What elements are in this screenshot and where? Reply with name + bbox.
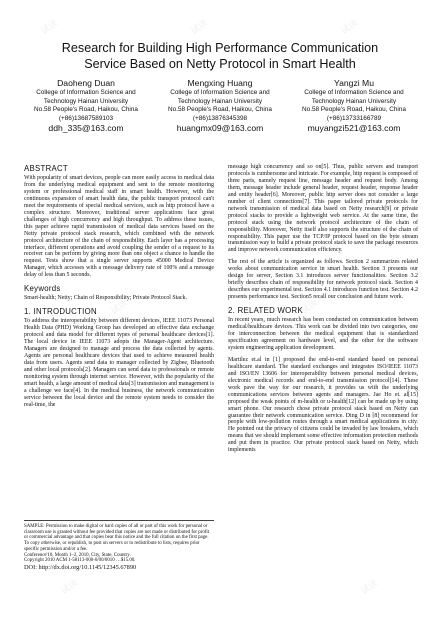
author-address: No.58 People's Road, Haikou, China — [168, 106, 272, 114]
introduction-text: To address the interoperability between different devices, IEEE 11073 Personal Health Data (PHD) Working Group has developed an effective data exchange protocol and data model for different types of personal healthcare devices[1]. The local device in IEEE 11073 adopts the Manager-Agent architecture. Managers are designed to manage and process the data collected by agents. Agents are personal healthcare devices that used to achieve measured health data from users. Agents send data to manager collected by Zigbee, Bluetooth and other local protocols[2]. Managers can send data to professionals or remote monitoring system through internet service. However, with the popularity of the smart health, a large amount of medical data[3] transmission and management is a challenge we face[4]. In the medical business, the network communication service between the local device and the remote system needs to consider the real-time, the — [24, 318, 214, 408]
paper-title — [30, 41, 410, 72]
author-3 — [292, 78, 416, 134]
right-column — [228, 164, 418, 459]
watermark: 试读 — [39, 18, 61, 37]
copyright-line: Copyright 2010 ACM 1-58113-000-0/00/0010 …$15.00. — [24, 558, 136, 564]
author-email: huangmx09@163.com — [176, 123, 264, 134]
watermark: 试读 — [59, 578, 81, 597]
author-name: Daoheng Duan — [57, 78, 115, 88]
title-line-2: Service Based on Netty Protocol in Smart Health — [84, 56, 356, 71]
author-2 — [158, 78, 282, 134]
author-address: No.58 People's Road, Haikou, China — [302, 106, 406, 114]
author-affiliation: College of Information Science and — [36, 89, 136, 96]
abstract-heading: ABSTRACT — [24, 164, 68, 173]
watermark: 试读 — [359, 578, 381, 597]
left-column — [24, 164, 214, 414]
author-email: ddh_335@163.com — [48, 123, 124, 134]
keywords-heading: Keywords — [24, 284, 61, 294]
watermark: 试读 — [189, 18, 211, 37]
author-1 — [24, 78, 148, 134]
abstract-text: With popularity of smart devices, people can more easily access to medical data from the underlying medical equipment and sent to the remote monitoring system or professional medical staff in smart health. However, with the continuous expansion of smart health data, the public transport protocol can't meet the requirements of special medical services, such as http protocol have a complex structure. Moreover, traditional server applications face great challenges of high concurrency and high throughput. To address these issues, this paper achieve rapid transmission of medical data services based on the Netty private protocol stack research, which combined with the network protocol architecture of the chain of responsibility. Each layer has a processing interface, different operations and avoid coupling the sender of a request to its receiver can be perform by giving more than one object a chance to handle the request. Tests show that a single server supports 45000 Medical Device Manager, which accesses with a message delivery rate of 100% and a message delay of less than 5 seconds. — [24, 175, 214, 279]
author-name: Mengxing Huang — [187, 78, 253, 88]
author-address: No.58 People's Road, Haikou, China — [34, 106, 138, 114]
introduction-heading: 1. INTRODUCTION — [24, 307, 97, 317]
watermark: 试读 — [339, 18, 361, 37]
title-line-1: Research for Building High Performance Communication — [61, 41, 379, 55]
permission-footnote — [24, 520, 214, 572]
organization-text: The rest of the article is organized as follows. Section 2 summarizes related works about communication service in smart health. Section 3 presents our design for server, Section 3.1 introduces server functionalities. Section 3.2 briefly describes chain of responsibility for network protocol stack. Section 4 describes our experimental test. Section 4.1 introduces function test. Section 4.2 presents performance test. Section5 recall our conclusion and future work. — [228, 259, 418, 301]
conference-line: Conference'10, Month 1–2, 2010, City, State, Country. — [24, 552, 131, 558]
author-affiliation: Technology Hainan University — [177, 97, 263, 105]
author-name: Yangzi Mu — [334, 78, 374, 88]
doi-link[interactable]: DOI: http://dx.doi.org/10.1145/12345.67890 — [24, 563, 137, 571]
author-phone: (+86)13876345398 — [192, 114, 248, 122]
intro-continued-text: message high concurrency and so on[5]. Thus, public servers and transport protocols is cumbersome and intricate. For example, http request is composed of three parts, namely request line, message header and request body. Among them, message header include general header, request header, response header and entity header[6]. Moreover, public http server does not consider a large number of client connections[7]. This paper tailored private protocols for network transmission of medical data based on Netty research[9] or private protocol stacks to provide a lightweight web service. At the same time, the protocol stack using the network protocol architecture of the chain of responsibility. Moreover, Netty itself also supports the structure of the chain of responsibility. This paper use the TCP/IP protocol based on the byte stream transmission way to build a private protocol stack to save the package resources and improve network communication efficiency. — [228, 164, 418, 254]
watermark: 试读 — [299, 298, 321, 317]
permission-text: SAMPLE: Permission to make digital or hard copies of all or part of this work for personal or classroom use is granted without fee provided that copies are not made or distributed for profit or commercial advantage and that copies bear this notice and the full citation on the first page. To copy otherwise, or republish, to post on servers or to redistribute to lists, requires prior specific permission and/or a fee. — [24, 524, 210, 552]
author-email: muyangzi521@163.com — [307, 123, 401, 134]
author-affiliation: College of Information Science and — [304, 89, 404, 96]
author-affiliation: College of Information Science and — [170, 89, 270, 96]
author-affiliation: Technology Hainan University — [311, 97, 397, 105]
author-phone: (+86)13733166789 — [326, 114, 382, 122]
keywords-text: Smart-health; Netty; Chain of Responsibility; Private Protocol Stack. — [24, 295, 187, 302]
watermark: 试读 — [109, 298, 131, 317]
author-affiliation: Technology Hainan University — [43, 97, 129, 105]
related-work-heading: 2. RELATED WORK — [228, 306, 303, 316]
related-work-text-1: In recent years, much research has been conducted on communication between medical/healthcare devices. This work can be divided into two categories, one for interconnection between the medical equipment that is standardized specification agreement on hardware level, and the other for the software system engineering application development. — [228, 317, 418, 351]
related-work-text-2: Martilez et.al in [1] proposed the end-to-end standard based on personal healthcare standard. The standard exchanges and integrates ISO/IEEE 11073 and ISO/EN 13606 for interoperability between personal medical devices, electronic medical records and end-to-end transmission protocol[14]. These work pave the way for our research, it provides us with the underlying communications services between agents and managers. Jae Ho et. al[15] proposed the weak points of m-health or u-health[12] can be made up by using smart phone. Our research chose private protocol stack based on Netty can guarantee their network communication service. Ding D in [8] recommend for people with low-pollution routes through a smart medical applications in city. He pointed out the privacy of citizens could be invaded by law breakers, which means that we should implement some effective information protection methods and put them in practice. Our private protocol stack based on Netty, which implements — [228, 356, 418, 454]
author-block — [24, 78, 416, 134]
author-phone: (+86)13687589103 — [58, 114, 114, 122]
